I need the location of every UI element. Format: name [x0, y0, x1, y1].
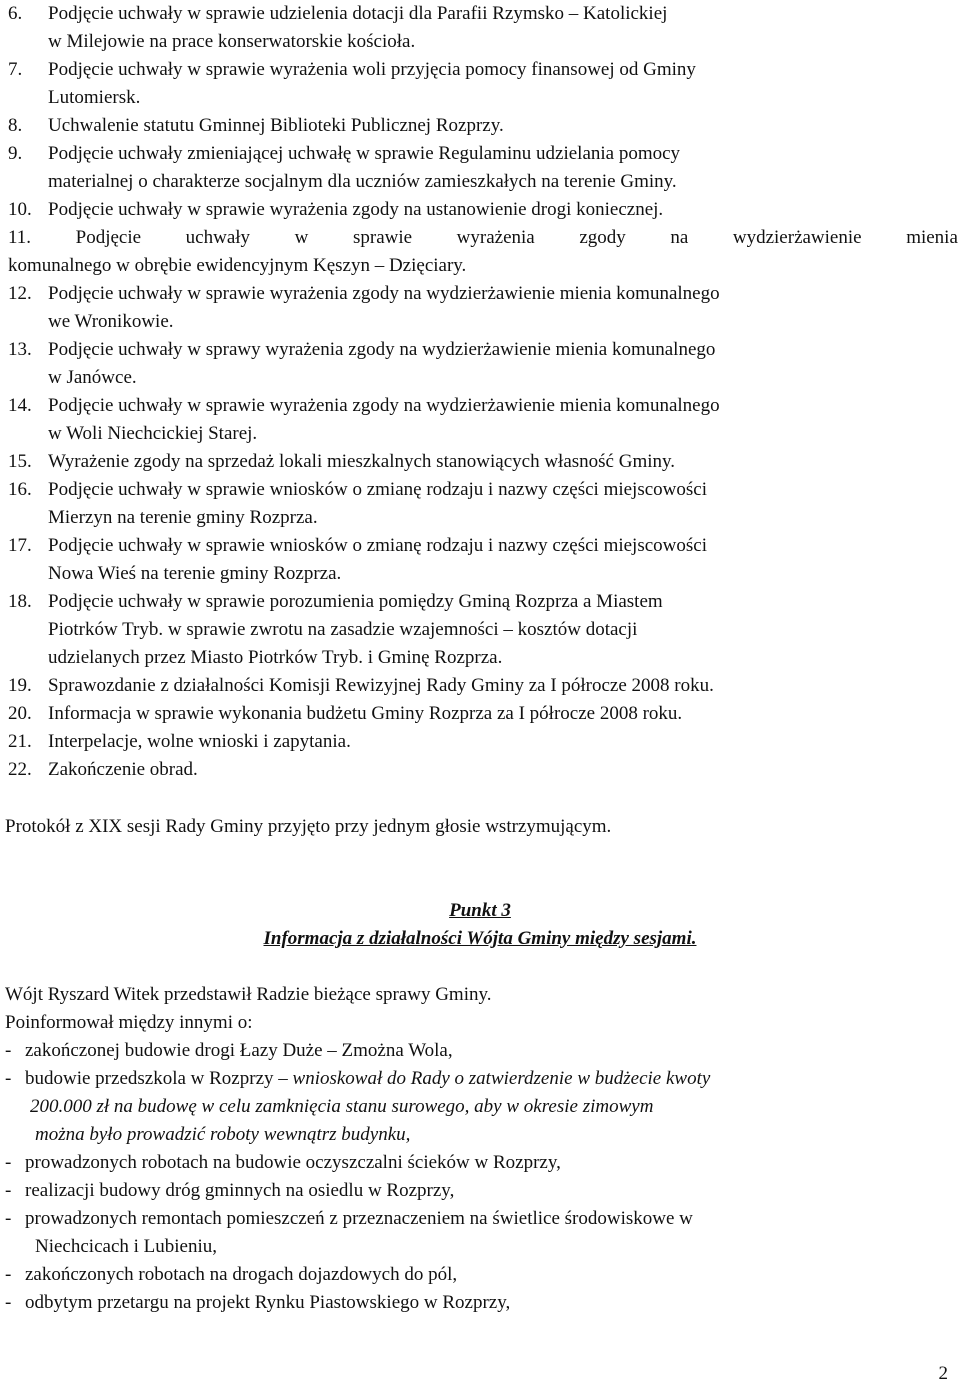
agenda-item-text: Informacja w sprawie wykonania budżetu Gminy Rozprza za I półrocze 2008 roku. — [48, 703, 683, 724]
agenda-item-number: 17. — [8, 535, 32, 556]
agenda-item-text: w Milejowie na prace konserwatorskie kościoła. — [48, 31, 416, 52]
agenda-item-number: 18. — [8, 591, 32, 612]
agenda-item-text: Uchwalenie statutu Gminnej Biblioteki Publicznej Rozprzy. — [48, 115, 504, 136]
agenda-item-text: Podjęcie uchwały w sprawie wyrażenia zgody na wydzierżawienie mienia komunalnego — [48, 283, 720, 304]
agenda-item — [8, 728, 958, 756]
bullet-item — [5, 1261, 955, 1289]
agenda-item-11 — [8, 224, 958, 280]
agenda-item-text: we Wronikowie. — [48, 311, 174, 332]
agenda-item-number: 8. — [8, 115, 23, 136]
bullet-dash: - — [5, 1040, 12, 1061]
bullet-dash: - — [5, 1180, 12, 1201]
agenda-item-word: Podjęcie — [75, 227, 142, 248]
agenda-item-word: wydzierżawienie — [732, 227, 862, 248]
agenda-item-text: Sprawozdanie z działalności Komisji Rewizyjnej Rady Gminy za I półrocze 2008 roku. — [48, 675, 714, 696]
agenda-item-text: Podjęcie uchwały w sprawie wniosków o zmianę rodzaju i nazwy części miejscowości — [48, 479, 707, 500]
agenda-item-text: Wyrażenie zgody na sprzedaż lokali mieszkalnych stanowiących własność Gminy. — [48, 451, 676, 472]
section-title: Punkt 3 — [449, 900, 511, 921]
agenda-item — [8, 588, 958, 672]
agenda-item — [8, 336, 958, 392]
agenda-item-text: Podjęcie uchwały w sprawie wyrażenia woli przyjęcia pomocy finansowej od Gminy — [48, 59, 696, 80]
bullet-dash: - — [5, 1152, 12, 1173]
bullet-item — [5, 1205, 955, 1261]
agenda-item-word: w — [294, 227, 309, 248]
agenda-item — [8, 140, 958, 196]
intro-line-2: Poinformował między innymi o: — [5, 1012, 253, 1033]
bullet-dash: - — [5, 1264, 12, 1285]
agenda-item-text: w Janówce. — [48, 367, 137, 388]
agenda-item — [8, 532, 958, 588]
bullet-text: prowadzonych robotach na budowie oczyszczalni ścieków w Rozprzy, — [25, 1152, 561, 1173]
agenda-item — [8, 0, 958, 56]
agenda-item-word: mienia — [906, 227, 958, 248]
agenda-item-text: udzielanych przez Miasto Piotrków Tryb. i Gminę Rozprza. — [48, 647, 503, 668]
agenda-item — [8, 700, 958, 728]
agenda-item-number: 7. — [8, 59, 23, 80]
bullet-dash: - — [5, 1068, 12, 1089]
agenda-item — [8, 672, 958, 700]
agenda-item-text: materialnej o charakterze socjalnym dla uczniów zamieszkałych na terenie Gminy. — [48, 171, 677, 192]
agenda-item-11-line2: komunalnego w obrębie ewidencyjnym Kęszyn – Dzięciary. — [8, 255, 467, 276]
agenda-item-text: Podjęcie uchwały zmieniającej uchwałę w sprawie Regulaminu udzielania pomocy — [48, 143, 681, 164]
bullet-text: odbytym przetargu na projekt Rynku Piastowskiego w Rozprzy, — [25, 1292, 511, 1313]
agenda-item — [8, 56, 958, 112]
bullet-text: budowie przedszkola w Rozprzy – — [25, 1068, 293, 1089]
agenda-item-number: 19. — [8, 675, 32, 696]
agenda-item-text: Podjęcie uchwały w sprawie porozumienia pomiędzy Gminą Rozprza a Miastem — [48, 591, 663, 612]
agenda-item — [8, 448, 958, 476]
agenda-item-number: 6. — [8, 3, 23, 24]
agenda-item-text: Nowa Wieś na terenie gminy Rozprza. — [48, 563, 342, 584]
agenda-item-text: Mierzyn na terenie gminy Rozprza. — [48, 507, 318, 528]
agenda-item-text: Podjęcie uchwały w sprawy wyrażenia zgody na wydzierżawienie mienia komunalnego — [48, 339, 716, 360]
agenda-item-number: 11. — [8, 227, 32, 248]
agenda-item-word: na — [670, 227, 689, 248]
bullet-item — [5, 1149, 955, 1177]
bullet-text-italic: można było prowadzić roboty wewnątrz budynku, — [35, 1124, 411, 1145]
agenda-item-word: uchwały — [185, 227, 251, 248]
bullet-item — [5, 1065, 955, 1149]
agenda-item-number: 14. — [8, 395, 32, 416]
agenda-item-text: Zakończenie obrad. — [48, 759, 198, 780]
agenda-item-number: 15. — [8, 451, 32, 472]
agenda-item-text: Podjęcie uchwały w sprawie wyrażenia zgody na wydzierżawienie mienia komunalnego — [48, 395, 720, 416]
bullet-item — [5, 1177, 955, 1205]
agenda-item-number: 12. — [8, 283, 32, 304]
agenda-item-text: Lutomiersk. — [48, 87, 141, 108]
protocol-paragraph: Protokół z XIX sesji Rady Gminy przyjęto przy jednym głosie wstrzymującym. — [5, 816, 612, 837]
agenda-item — [8, 392, 958, 448]
agenda-item — [8, 196, 958, 224]
bullet-text: Niechcicach i Lubieniu, — [35, 1236, 218, 1257]
bullet-text: zakończonej budowie drogi Łazy Duże – Zmożna Wola, — [25, 1040, 453, 1061]
agenda-item-11-line1 — [8, 224, 958, 252]
agenda-item-text: w Woli Niechcickiej Starej. — [48, 423, 258, 444]
agenda-item-text: Podjęcie uchwały w sprawie udzielenia dotacji dla Parafii Rzymsko – Katolickiej — [48, 3, 668, 24]
bullet-item — [5, 1289, 955, 1317]
bullet-dash: - — [5, 1292, 12, 1313]
bullet-text: prowadzonych remontach pomieszczeń z przeznaczeniem na świetlice środowiskowe w — [25, 1208, 693, 1229]
page-number: 2 — [938, 1363, 948, 1384]
bullet-text-italic: wnioskował do Rady o zatwierdzenie w budżecie kwoty — [292, 1068, 711, 1089]
agenda-item-number: 21. — [8, 731, 32, 752]
bullet-item — [5, 1037, 955, 1065]
intro-line-1: Wójt Ryszard Witek przedstawił Radzie bieżące sprawy Gminy. — [5, 984, 492, 1005]
agenda-list — [8, 0, 958, 784]
agenda-item-word: sprawie — [352, 227, 413, 248]
agenda-item — [8, 756, 958, 784]
bullet-text-italic: 200.000 zł na budowę w celu zamknięcia stanu surowego, aby w okresie zimowym — [30, 1096, 654, 1117]
agenda-item — [8, 280, 958, 336]
agenda-item — [8, 112, 958, 140]
bullet-text: zakończonych robotach na drogach dojazdowych do pól, — [25, 1264, 458, 1285]
bullet-dash: - — [5, 1208, 12, 1229]
agenda-item-text: Podjęcie uchwały w sprawie wniosków o zmianę rodzaju i nazwy części miejscowości — [48, 535, 707, 556]
agenda-item-text: Interpelacje, wolne wnioski i zapytania. — [48, 731, 351, 752]
agenda-item — [8, 476, 958, 532]
agenda-item-number: 16. — [8, 479, 32, 500]
agenda-item-text: Piotrków Tryb. w sprawie zwrotu na zasadzie wzajemności – kosztów dotacji — [48, 619, 638, 640]
agenda-item-number: 9. — [8, 143, 23, 164]
bullet-text: realizacji budowy dróg gminnych na osiedlu w Rozprzy, — [25, 1180, 455, 1201]
agenda-item-word: zgody — [579, 227, 626, 248]
bullet-list — [5, 1037, 955, 1317]
agenda-item-word: wyrażenia — [456, 227, 535, 248]
section-subtitle: Informacja z działalności Wójta Gminy między sesjami. — [263, 928, 697, 949]
agenda-item-text: Podjęcie uchwały w sprawie wyrażenia zgody na ustanowienie drogi koniecznej. — [48, 199, 664, 220]
agenda-item-number: 20. — [8, 703, 32, 724]
agenda-item-number: 22. — [8, 759, 32, 780]
agenda-item-number: 13. — [8, 339, 32, 360]
agenda-item-number: 10. — [8, 199, 32, 220]
